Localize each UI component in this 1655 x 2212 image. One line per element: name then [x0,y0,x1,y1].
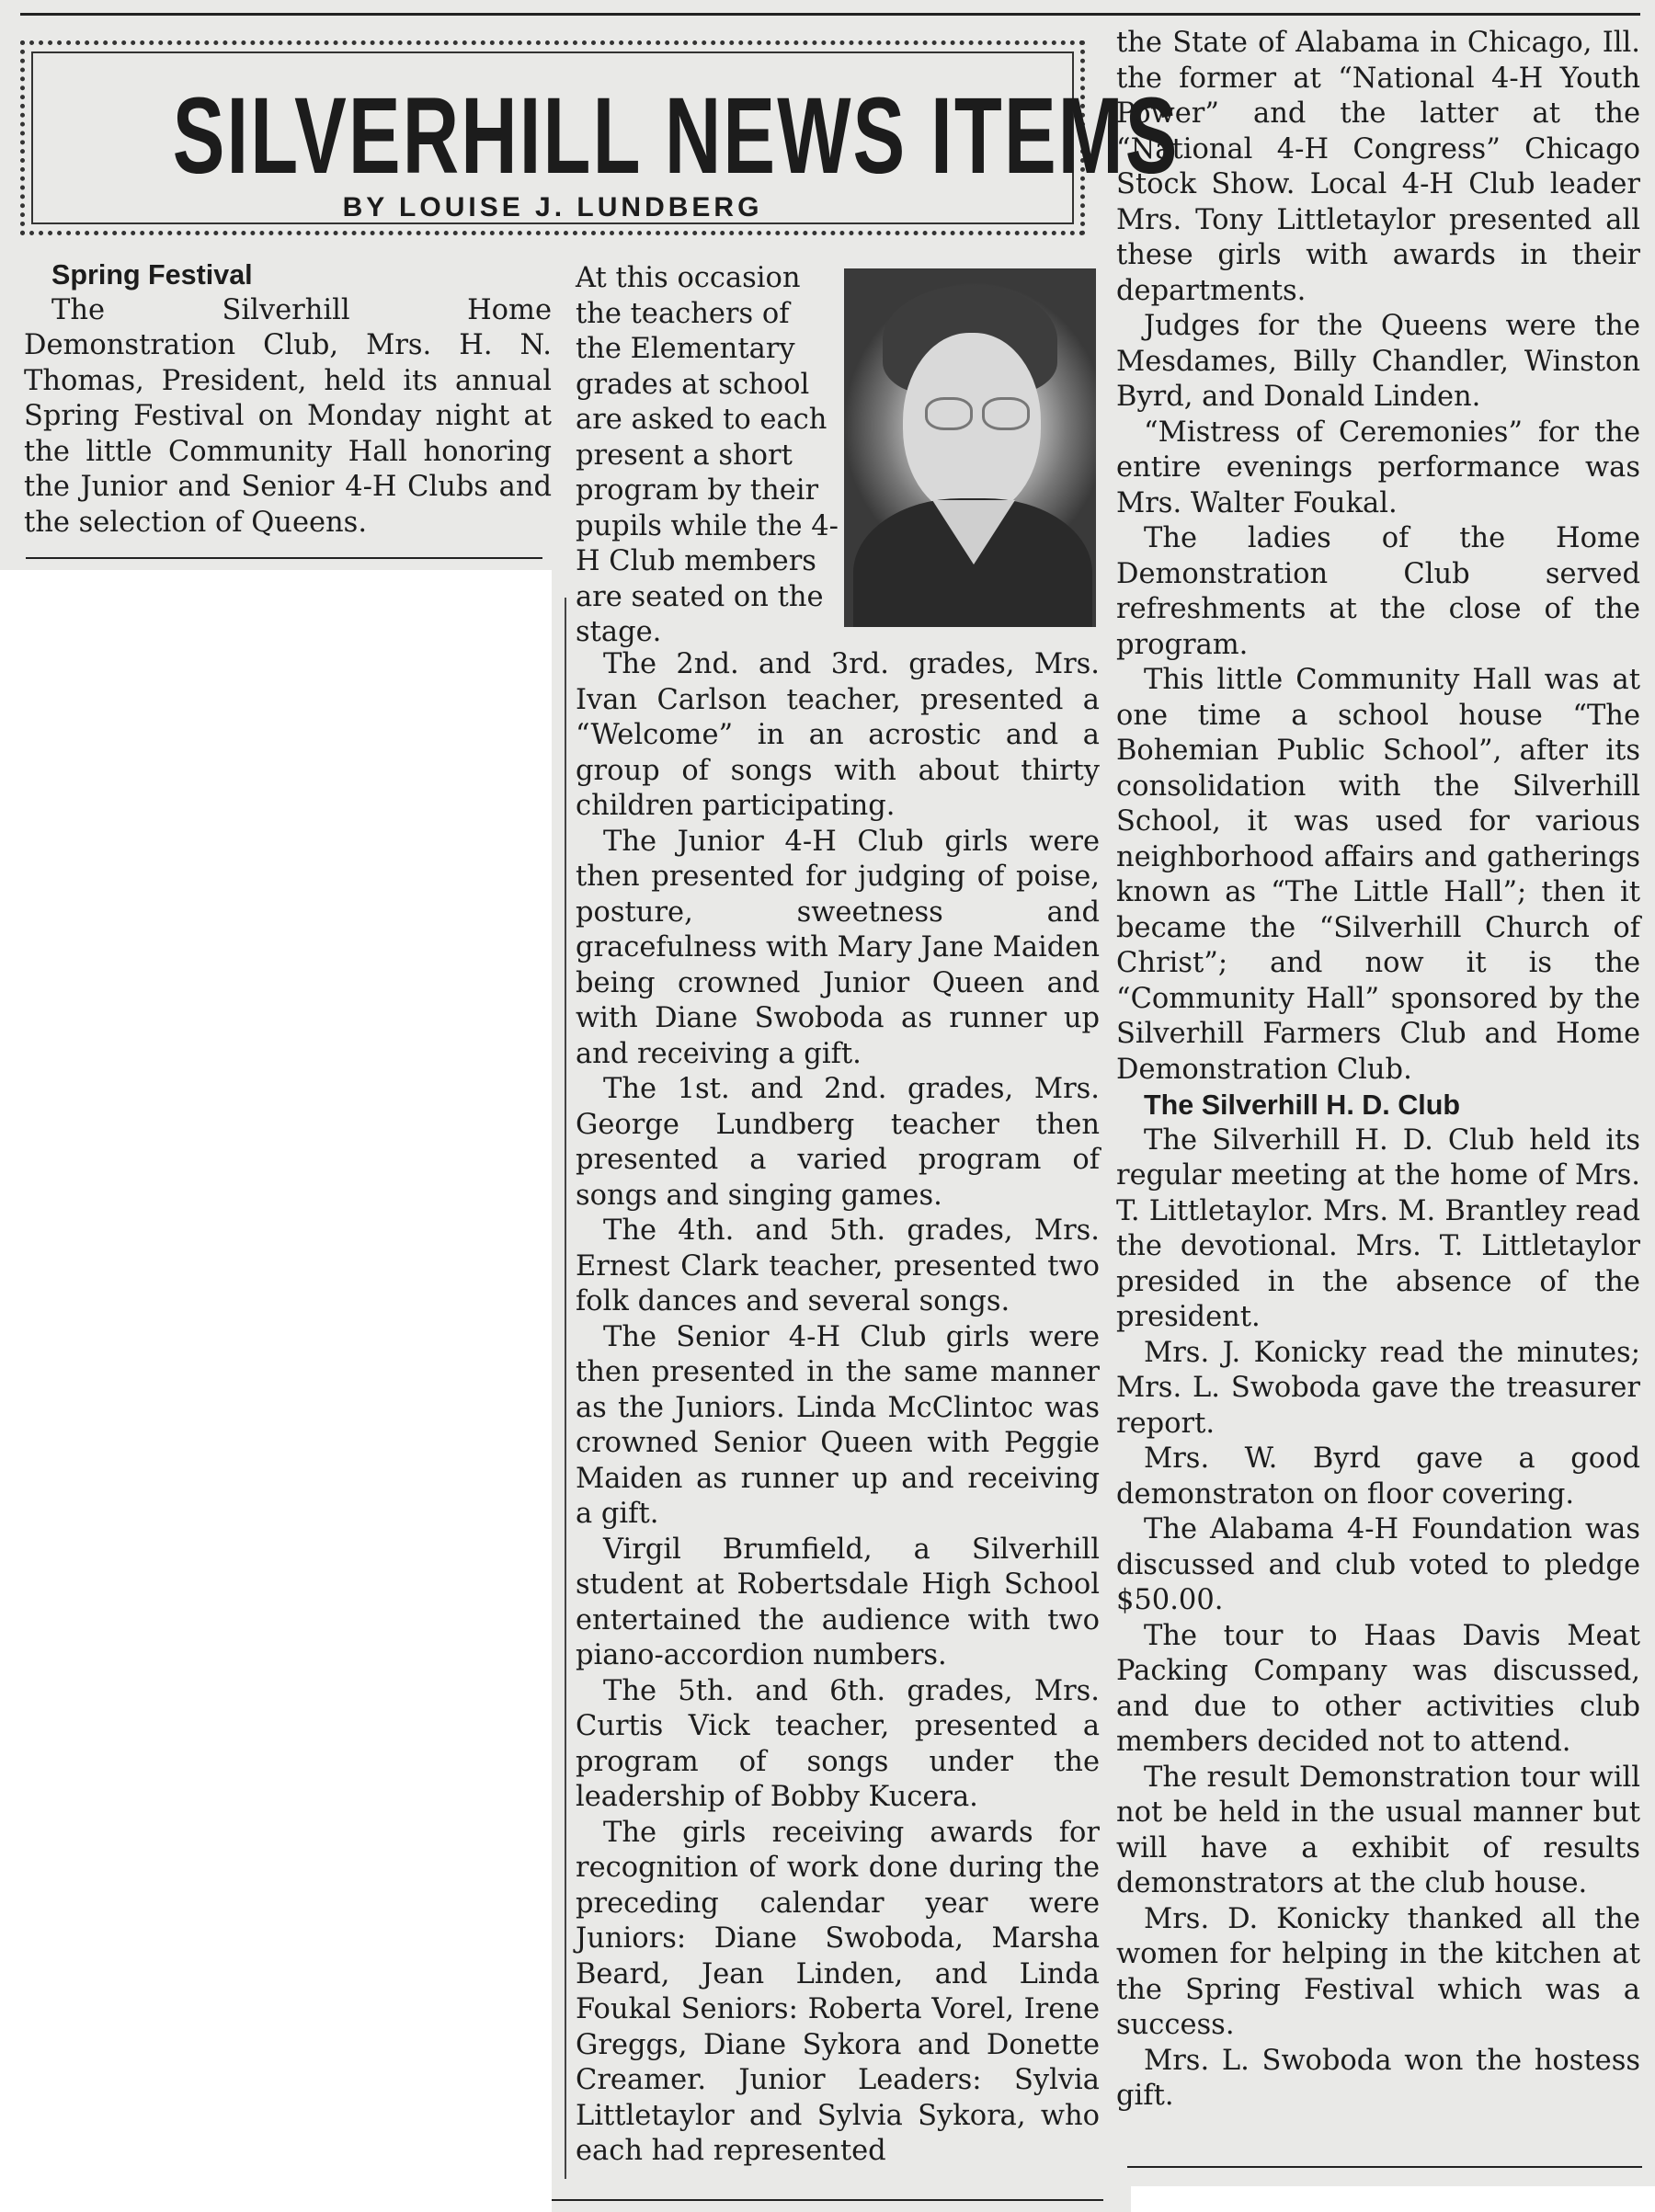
paragraph: The 2nd. and 3rd. grades, Mrs. Ivan Carlson teacher, presented a “Welcome” in an acrostic and a group of songs with about thirty children participating. [576,648,1100,822]
paragraph: Judges for the Queens were the Mesdames, Billy Chandler, Winston Byrd, and Donald Linden. [1116,310,1640,413]
column-3 [1116,26,1640,2115]
column-3-end-rule [1127,2166,1642,2168]
headline-spring-festival: Spring Festival [51,259,253,291]
column-divider-2 [565,598,566,2179]
masthead-title: SILVERHILL NEWS ITEMS [172,75,1180,197]
top-rule [20,13,1640,16]
portrait-photo [844,268,1096,627]
paragraph: Mrs. D. Konicky thanked all the women for helping in the kitchen at the Spring Festival which was a success. [1116,1902,1640,2041]
paragraph: At this occasion the teachers of the Elementary grades at school are asked to each present a short program by their pupils while the 4-H Club members are seated on the stage. [576,262,839,648]
byline: BY LOUISE J. LUNDBERG [342,192,763,222]
paragraph: The 5th. and 6th. grades, Mrs. Curtis Vick teacher, presented a program of songs under the leadership of Bobby Kucera. [576,1674,1100,1813]
paragraph: Mrs. W. Byrd gave a good demonstraton on floor covering. [1116,1442,1640,1511]
paragraph: the State of Alabama in Chicago, Ill. the former at “National 4-H Youth Power” and the latter at the “National 4-H Congress” Chicago Stock Show. Local 4-H Club leader Mrs. Tony Littletaylor presented all these girls with awards in their departments. [1116,27,1640,307]
headline-hd-club: The Silverhill H. D. Club [1144,1089,1461,1121]
paragraph: The Senior 4-H Club girls were then presented in the same manner as the Juniors. Linda McClintoc was crowned Senior Queen with Peggie Maiden as runner up and receiving a gift. [576,1320,1100,1530]
paragraph: The Silverhill H. D. Club held its regular meeting at the home of Mrs. T. Littletaylor. Mrs. M. Brantley read the devotional. Mrs. T. Littletaylor presided in the absence of the president. [1116,1123,1640,1333]
column-2-end-rule [552,2199,1103,2201]
clipping-bottom-right-gap [1131,2186,1655,2212]
paragraph: The ladies of the Home Demonstration Club served refreshments at the close of the program. [1116,522,1640,661]
paragraph: Virgil Brumfield, a Silverhill student at Robertsdale High School entertained the audience with two piano-accordion numbers. [576,1533,1100,1671]
column-1 [24,257,552,541]
column-2-top [576,261,839,651]
column-2 [576,647,1100,2170]
masthead [20,40,1180,235]
paragraph: The girls receiving awards for recognition of work done during the preceding calendar year were Juniors: Diane Swoboda, Marsha Beard, Jean Linden, and Linda Foukal Seniors: Roberta Vorel, Irene Greggs, Diane Sykora and Donette Creamer. Junior Leaders: Sylvia Littletaylor and Sylvia Sykora, who each had represented [576,1816,1100,2167]
paragraph: The tour to Haas Davis Meat Packing Company was discussed, and due to other activities club members decided not to attend. [1116,1619,1640,1758]
paragraph: Mrs. J. Konicky read the minutes; Mrs. L. Swoboda gave the treasurer report. [1116,1336,1640,1440]
paragraph: The 4th. and 5th. grades, Mrs. Ernest Clark teacher, presented two folk dances and several songs. [576,1214,1100,1317]
paragraph: The 1st. and 2nd. grades, Mrs. George Lundberg teacher then presented a varied program of songs and singing games. [576,1073,1100,1212]
paragraph: The Alabama 4-H Foundation was discussed and club voted to pledge $50.00. [1116,1513,1640,1616]
column-1-end-rule [26,557,542,559]
paragraph: The result Demonstration tour will not be held in the usual manner but will have a exhibit of results demonstrators at the club house. [1116,1761,1640,1899]
paragraph: The Junior 4-H Club girls were then presented for judging of poise, posture, sweetness and gracefulness with Mary Jane Maiden being crowned Junior Queen and with Diane Swoboda as runner up and receiving a gift. [576,825,1100,1070]
paragraph: This little Community Hall was at one time a school house “The Bohemian Public School”, after its consolidation with the Silverhill School, it was used for various neighborhood affairs and gatherings known as “The Little Hall”; then it became the “Silverhill Church of Christ”; and now it is the “Community Hall” sponsored by the Silverhill Farmers Club and Home Demonstration Club. [1116,664,1640,1086]
paragraph: Mrs. L. Swoboda won the hostess gift. [1116,2044,1640,2112]
paragraph: “Mistress of Ceremonies” for the entire evenings performance was Mrs. Walter Foukal. [1116,416,1640,519]
paragraph: The Silverhill Home Demonstration Club, Mrs. H. N. Thomas, President, held its annual Spring Festival on Monday night at the little Community Hall honoring the Junior and Senior 4-H Clubs and the selection of Queens. [24,293,552,539]
